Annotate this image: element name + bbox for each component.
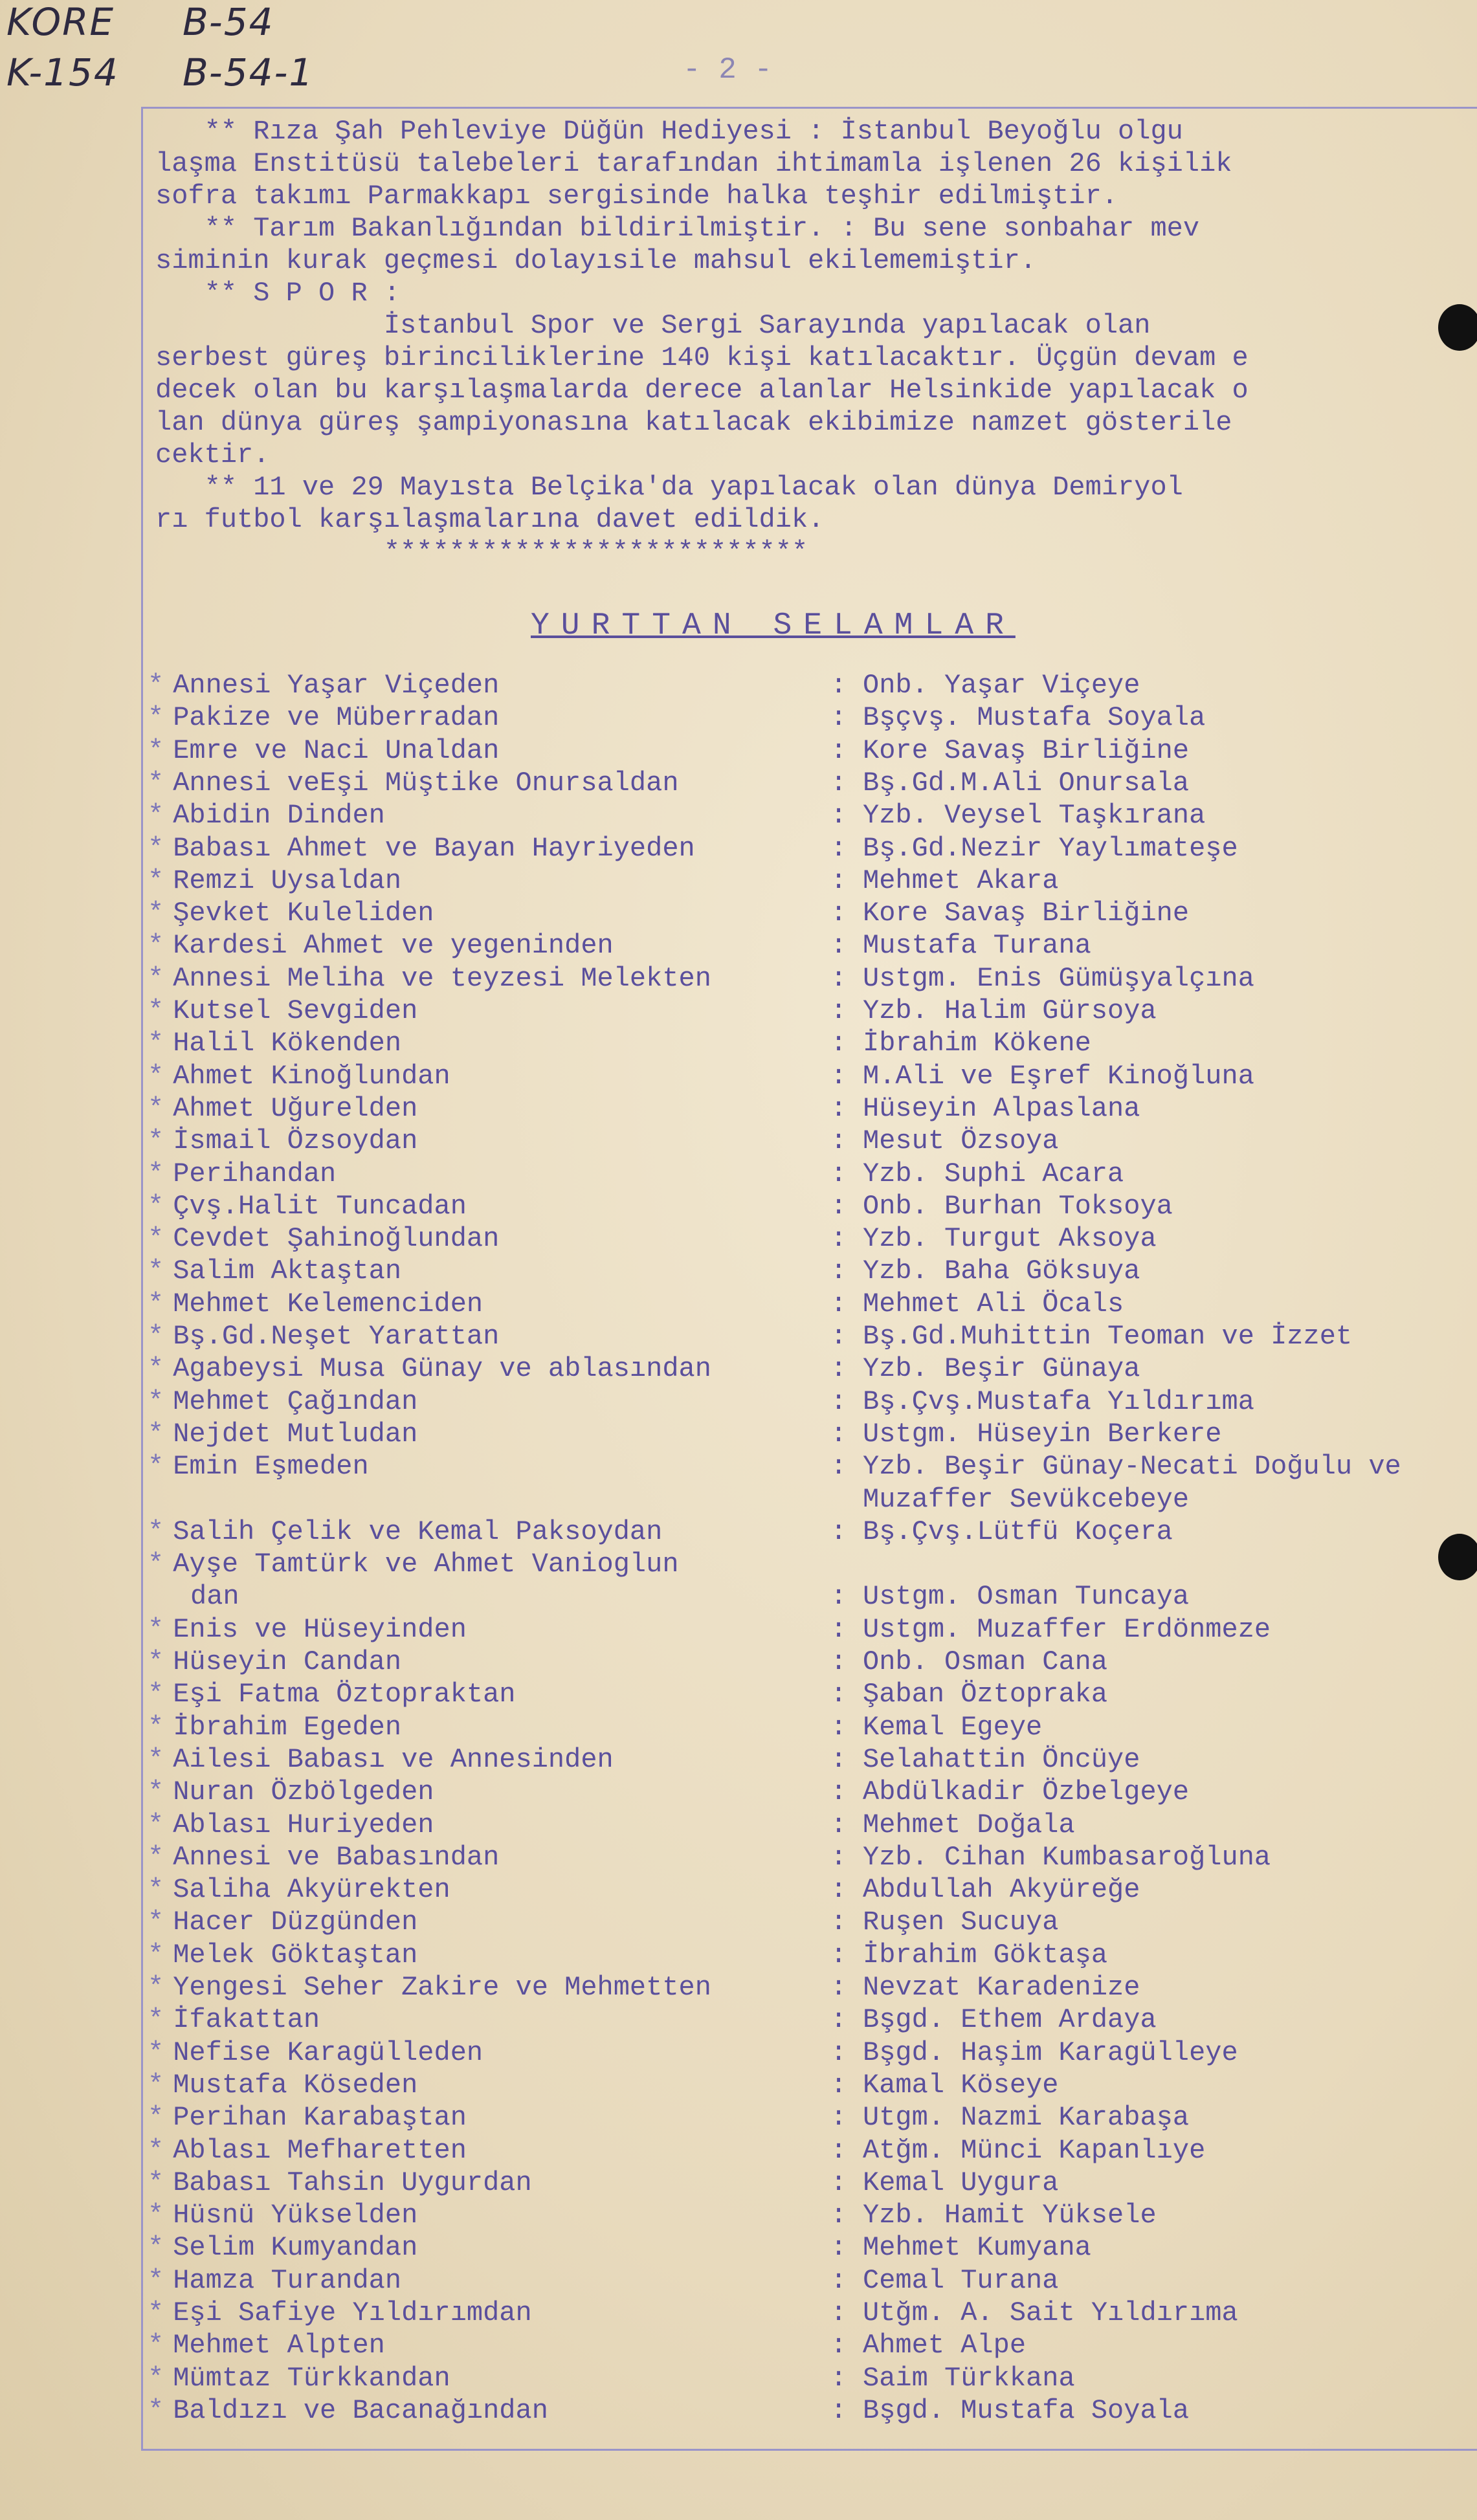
greeting-to-continued: Muzaffer Sevükcebeye: [863, 1483, 1190, 1515]
greeting-to: İbrahim Göktaşa: [863, 1939, 1108, 1971]
greeting-to: Utgm. Nazmi Karabaşa: [863, 2102, 1190, 2134]
greeting-to: Ustgm. Muzaffer Erdönmeze: [863, 1613, 1271, 1645]
greeting-from: * Emin Eşmeden: [148, 1451, 369, 1483]
bullet-star: *: [148, 995, 164, 1026]
greeting-to: Kemal Uygura: [863, 2167, 1059, 2198]
greeting-row: [148, 2102, 1477, 2134]
greeting-row: [148, 833, 1477, 865]
greeting-row: [148, 1386, 1477, 1419]
separator: :: [830, 2200, 847, 2231]
greeting-to: Abdülkadir Özbelgeye: [863, 1776, 1190, 1808]
separator: :: [830, 2297, 847, 2328]
greeting-row: [148, 800, 1477, 832]
bullet-star: *: [148, 2232, 164, 2264]
greeting-from: * Saliha Akyürekten: [148, 1874, 450, 1906]
bullet-star: *: [148, 1223, 164, 1255]
separator: :: [830, 1516, 847, 1547]
greeting-from: * Annesi veEşi Müştike Onursaldan: [148, 767, 679, 799]
greeting-row: [148, 2070, 1477, 2102]
greeting-from: * Salim Aktaştan: [148, 1255, 402, 1287]
news-line: ** 11 ve 29 Mayısta Belçika'da yapılacak olan dünya Demiryol: [155, 472, 1183, 503]
greeting-row: [148, 1158, 1477, 1191]
greeting-from: * Çvş.Halit Tuncadan: [148, 1190, 467, 1222]
news-line: decek olan bu karşılaşmalarda derece alanlar Helsinkide yapılacak o: [155, 375, 1249, 406]
bullet-star: *: [148, 1841, 164, 1873]
greeting-row: [148, 1809, 1477, 1842]
bullet-star: *: [148, 2004, 164, 2036]
news-line: lan dünya güreş şampiyonasına katılacak ekibimize namzet gösterile: [155, 407, 1232, 438]
greeting-to: Ustgm. Osman Tuncaya: [863, 1581, 1190, 1613]
bullet-star: *: [148, 2069, 164, 2101]
greeting-row: [148, 1712, 1477, 1744]
handwritten-ref-2: B-54-1: [183, 50, 315, 94]
bullet-star: *: [148, 1288, 164, 1320]
greeting-to: Cemal Turana: [863, 2264, 1059, 2296]
greeting-row: [148, 2232, 1477, 2264]
news-line: ** Tarım Bakanlığından bildirilmiştir. : Bu sene sonbahar mev: [155, 213, 1200, 244]
greeting-from: * Pakize ve Müberradan: [148, 702, 500, 734]
separator: :: [830, 1809, 847, 1840]
greeting-from: * Ahmet Kinoğlundan: [148, 1060, 450, 1092]
bullet-star: *: [148, 1028, 164, 1059]
greeting-from: * İbrahim Egeden: [148, 1711, 402, 1743]
handwritten-korea-note: KORE: [6, 0, 115, 44]
greeting-row: [148, 1223, 1477, 1255]
news-line: laşma Enstitüsü talebeleri tarafından ihtimamla işlenen 26 kişilik: [155, 148, 1232, 179]
greeting-from: * Mehmet Kelemenciden: [148, 1288, 483, 1320]
greeting-from-continued: dan: [190, 1581, 239, 1613]
greeting-to: Abdullah Akyüreğe: [863, 1874, 1140, 1906]
greeting-to: Kemal Egeye: [863, 1711, 1043, 1743]
separator: :: [830, 702, 847, 734]
bullet-star: *: [148, 1613, 164, 1645]
greeting-to: Mesut Özsoya: [863, 1125, 1059, 1157]
page-number: - 2 -: [683, 53, 773, 87]
separator: :: [830, 1646, 847, 1677]
greeting-to: Mehmet Doğala: [863, 1809, 1075, 1840]
separator: :: [830, 2167, 847, 2198]
greeting-from: * Ablası Mefharetten: [148, 2134, 467, 2166]
greeting-row: [148, 2395, 1477, 2427]
greeting-to: Utğm. A. Sait Yıldırıma: [863, 2297, 1238, 2328]
separator: :: [830, 1418, 847, 1450]
greeting-from: * Annesi ve Babasından: [148, 1841, 500, 1873]
greeting-row: [148, 1321, 1477, 1353]
greeting-to: Atğm. Münci Kapanlıye: [863, 2134, 1206, 2166]
section-title: YURTTAN SELAMLAR: [531, 608, 1016, 643]
greeting-to: M.Ali ve Eşref Kinoğluna: [863, 1060, 1254, 1092]
greeting-from: * Selim Kumyandan: [148, 2232, 418, 2264]
separator: :: [830, 2037, 847, 2068]
greeting-row: [148, 865, 1477, 898]
news-block: [155, 115, 1476, 568]
greeting-to: Kore Savaş Birliğine: [863, 735, 1190, 766]
greeting-row: [148, 930, 1477, 962]
greeting-to: Onb. Burhan Toksoya: [863, 1190, 1173, 1222]
bullet-star: *: [148, 832, 164, 864]
greeting-row: [148, 1874, 1477, 1907]
greeting-from: * Agabeysi Musa Günay ve ablasından: [148, 1353, 711, 1385]
greeting-row: [148, 1125, 1477, 1158]
bullet-star: *: [148, 2167, 164, 2198]
greeting-from: * Ablası Huriyeden: [148, 1809, 434, 1840]
bullet-star: *: [148, 2037, 164, 2068]
greeting-row: [148, 1744, 1477, 1776]
greeting-from: * Nefise Karagülleden: [148, 2037, 483, 2068]
greeting-from: * Mehmet Çağından: [148, 1386, 418, 1417]
greeting-to: Yzb. Turgut Aksoya: [863, 1223, 1157, 1255]
greeting-to: Yzb. Cihan Kumbasaroğluna: [863, 1841, 1271, 1873]
separator: :: [830, 1776, 847, 1808]
greeting-to: Ahmet Alpe: [863, 2330, 1027, 2361]
bullet-star: *: [148, 1092, 164, 1124]
bullet-star: *: [148, 702, 164, 734]
greeting-to: Yzb. Baha Göksuya: [863, 1255, 1140, 1287]
greeting-row: [148, 1972, 1477, 2004]
bullet-star: *: [148, 2264, 164, 2296]
separator: :: [830, 1711, 847, 1743]
bullet-star: *: [148, 1451, 164, 1483]
greeting-row: [148, 1776, 1477, 1809]
greeting-from: * Nejdet Mutludan: [148, 1418, 418, 1450]
greeting-from: * Salih Çelik ve Kemal Paksoydan: [148, 1516, 663, 1547]
greeting-to: Mustafa Turana: [863, 930, 1091, 962]
greeting-row: [148, 1646, 1477, 1679]
greeting-from: * Annesi Meliha ve teyzesi Melekten: [148, 962, 711, 994]
news-line: **************************: [155, 536, 808, 568]
greeting-from: * Mustafa Köseden: [148, 2069, 418, 2101]
separator: :: [830, 898, 847, 929]
greeting-from: * Hamza Turandan: [148, 2264, 402, 2296]
news-line: ** S P O R :: [155, 278, 401, 309]
bullet-star: *: [148, 898, 164, 929]
separator: :: [830, 1158, 847, 1189]
greeting-row: [148, 2297, 1477, 2330]
greeting-from: * Ayşe Tamtürk ve Ahmet Vanioglun: [148, 1549, 679, 1580]
greeting-to: Yzb. Veysel Taşkırana: [863, 800, 1206, 832]
handwritten-korea-code: K-154: [6, 50, 119, 94]
bullet-star: *: [148, 1646, 164, 1677]
greeting-from: * Emre ve Naci Unaldan: [148, 735, 500, 766]
greeting-from: * Babası Ahmet ve Bayan Hayriyeden: [148, 832, 695, 864]
greeting-row: [148, 1028, 1477, 1060]
greeting-from: * Remzi Uysaldan: [148, 865, 402, 896]
separator: :: [830, 995, 847, 1026]
news-line: sofra takımı Parmakkapı sergisinde halka teşhir edilmiştir.: [155, 181, 1118, 212]
separator: :: [830, 1907, 847, 1938]
separator: :: [830, 670, 847, 701]
separator: :: [830, 1743, 847, 1775]
greeting-from: * Perihan Karabaştan: [148, 2102, 467, 2134]
separator: :: [830, 1841, 847, 1873]
greeting-to: Yzb. Hamit Yüksele: [863, 2200, 1157, 2231]
greeting-row: [148, 1419, 1477, 1451]
separator: :: [830, 2232, 847, 2264]
greeting-to: Onb. Osman Cana: [863, 1646, 1108, 1677]
greeting-from: * Ahmet Uğurelden: [148, 1092, 418, 1124]
greeting-row: [148, 1093, 1477, 1125]
greeting-to: Bş.Gd.M.Ali Onursala: [863, 767, 1190, 799]
greeting-to: Bş.Gd.Nezir Yaylımateşe: [863, 832, 1238, 864]
greeting-to: Ustgm. Hüseyin Berkere: [863, 1418, 1222, 1450]
greeting-to: Bş.Gd.Muhittin Teoman ve İzzet: [863, 1321, 1353, 1352]
bullet-star: *: [148, 1776, 164, 1808]
greeting-from: * Nuran Özbölgeden: [148, 1776, 434, 1808]
greeting-row: [148, 963, 1477, 995]
greeting-row: [148, 995, 1477, 1028]
bullet-star: *: [148, 1158, 164, 1189]
greeting-to: Yzb. Beşir Günaya: [863, 1353, 1140, 1385]
bullet-star: *: [148, 2200, 164, 2231]
greeting-from: * Eşi Fatma Öztopraktan: [148, 1679, 516, 1710]
separator: :: [830, 832, 847, 864]
separator: :: [830, 1190, 847, 1222]
separator: :: [830, 800, 847, 832]
greeting-to: Bşgd. Mustafa Soyala: [863, 2394, 1190, 2426]
bullet-star: *: [148, 1939, 164, 1971]
greeting-row: [148, 1353, 1477, 1386]
greeting-from: * İfakattan: [148, 2004, 320, 2036]
greeting-row: [148, 2135, 1477, 2167]
separator: :: [830, 2330, 847, 2361]
separator: :: [830, 2102, 847, 2134]
greeting-from: * Abidin Dinden: [148, 800, 385, 832]
news-line: rı futbol karşılaşmalarına davet edildik.: [155, 504, 825, 535]
greeting-row: [148, 2167, 1477, 2200]
separator: :: [830, 1028, 847, 1059]
greeting-from: * Kutsel Sevgiden: [148, 995, 418, 1026]
separator: :: [830, 2134, 847, 2166]
handwritten-ref-1: B-54: [183, 0, 274, 44]
greeting-row: [148, 1516, 1477, 1549]
bullet-star: *: [148, 930, 164, 962]
bullet-star: *: [148, 2102, 164, 2134]
greeting-to: Bş.Çvş.Lütfü Koçera: [863, 1516, 1173, 1547]
news-line: İstanbul Spor ve Sergi Sarayında yapılacak olan: [155, 310, 1151, 341]
separator: :: [830, 1386, 847, 1417]
bullet-star: *: [148, 1418, 164, 1450]
greeting-from: * Eşi Safiye Yıldırımdan: [148, 2297, 532, 2328]
news-line: serbest güreş birinciliklerine 140 kişi katılacaktır. Üçgün devam e: [155, 342, 1249, 373]
bullet-star: *: [148, 1321, 164, 1352]
bullet-star: *: [148, 1743, 164, 1775]
separator: :: [830, 2264, 847, 2296]
bullet-star: *: [148, 865, 164, 896]
bullet-star: *: [148, 962, 164, 994]
separator: :: [830, 1353, 847, 1385]
greeting-from: * Perihandan: [148, 1158, 337, 1189]
greeting-to: Yzb. Suphi Acara: [863, 1158, 1124, 1189]
news-line: ** Rıza Şah Pehleviye Düğün Hediyesi : İstanbul Beyoğlu olgu: [155, 116, 1183, 147]
greeting-from: * Cevdet Şahinoğlundan: [148, 1223, 500, 1255]
separator: :: [830, 767, 847, 799]
greeting-row: [148, 2004, 1477, 2037]
bullet-star: *: [148, 1190, 164, 1222]
greeting-to: İbrahim Kökene: [863, 1028, 1091, 1059]
separator: :: [830, 1255, 847, 1287]
bullet-star: *: [148, 1874, 164, 1906]
greeting-from: * Bş.Gd.Neşet Yarattan: [148, 1321, 500, 1352]
bullet-star: *: [148, 1516, 164, 1547]
greeting-to: Bşgd. Haşim Karagülleye: [863, 2037, 1238, 2068]
bullet-star: *: [148, 1353, 164, 1385]
bullet-star: *: [148, 1549, 164, 1580]
bullet-star: *: [148, 2297, 164, 2328]
greeting-to: Kore Savaş Birliğine: [863, 898, 1190, 929]
greeting-row: [148, 1614, 1477, 1646]
greeting-from: * İsmail Özsoydan: [148, 1125, 418, 1157]
greeting-to: Onb. Yaşar Viçeye: [863, 670, 1140, 701]
greeting-row: [148, 2037, 1477, 2070]
greeting-row: [148, 898, 1477, 930]
separator: :: [830, 1679, 847, 1710]
greeting-to: Nevzat Karadenize: [863, 1972, 1140, 2003]
greeting-from: * Yengesi Seher Zakire ve Mehmetten: [148, 1972, 711, 2003]
bullet-star: *: [148, 1972, 164, 2003]
greeting-from: * Babası Tahsin Uygurdan: [148, 2167, 532, 2198]
bullet-star: *: [148, 1809, 164, 1840]
bullet-star: *: [148, 2134, 164, 2166]
separator: :: [830, 1613, 847, 1645]
separator: :: [830, 1581, 847, 1613]
greeting-row: [148, 2363, 1477, 2395]
greeting-from: * Mehmet Alpten: [148, 2330, 385, 2361]
separator: :: [830, 1125, 847, 1157]
greeting-from: * Mümtaz Türkkandan: [148, 2362, 450, 2394]
separator: :: [830, 865, 847, 896]
greeting-row: [148, 1842, 1477, 1874]
separator: :: [830, 930, 847, 962]
bullet-star: *: [148, 767, 164, 799]
greeting-row: [148, 2330, 1477, 2362]
greeting-to: Bşçvş. Mustafa Soyala: [863, 702, 1206, 734]
greeting-row: [148, 2200, 1477, 2232]
bullet-star: *: [148, 2362, 164, 2394]
separator: :: [830, 1874, 847, 1906]
bullet-star: *: [148, 800, 164, 832]
bullet-star: *: [148, 1386, 164, 1417]
greeting-to: Mehmet Ali Öcals: [863, 1288, 1124, 1320]
separator: :: [830, 1092, 847, 1124]
greeting-row: [148, 670, 1477, 702]
greeting-to: Yzb. Beşir Günay-Necati Doğulu ve: [863, 1451, 1401, 1483]
separator: :: [830, 1223, 847, 1255]
greeting-to: Bş.Çvş.Mustafa Yıldırıma: [863, 1386, 1254, 1417]
greeting-row: [148, 1940, 1477, 1972]
greeting-from: * Melek Göktaştan: [148, 1939, 418, 1971]
bullet-star: *: [148, 1060, 164, 1092]
greeting-row: [148, 1451, 1477, 1483]
bullet-star: *: [148, 1255, 164, 1287]
greeting-row: [148, 1679, 1477, 1711]
news-line: siminin kurak geçmesi dolayısile mahsul ekilememiştir.: [155, 245, 1037, 276]
separator: :: [830, 2069, 847, 2101]
greeting-row-continued: [148, 1581, 1477, 1613]
bullet-star: *: [148, 2394, 164, 2426]
greeting-row: [148, 702, 1477, 735]
greeting-from: * Şevket Kuleliden: [148, 898, 434, 929]
news-line: cektir.: [155, 439, 270, 470]
greeting-from: * Hüsnü Yükselden: [148, 2200, 418, 2231]
greeting-to: Şaban Öztopraka: [863, 1679, 1108, 1710]
greeting-to: Mehmet Akara: [863, 865, 1059, 896]
greeting-row: [148, 735, 1477, 768]
greeting-from: * Hacer Düzgünden: [148, 1907, 418, 1938]
greeting-from: * Annesi Yaşar Viçeden: [148, 670, 500, 701]
separator: :: [830, 1288, 847, 1320]
separator: :: [830, 1972, 847, 2003]
separator: :: [830, 2004, 847, 2036]
greeting-to: Mehmet Kumyana: [863, 2232, 1091, 2264]
separator: :: [830, 2362, 847, 2394]
greeting-row: [148, 2265, 1477, 2297]
greeting-to: Hüseyin Alpaslana: [863, 1092, 1140, 1124]
greeting-from: * Kardesi Ahmet ve yegeninden: [148, 930, 614, 962]
greeting-row: [148, 1549, 1477, 1581]
greeting-row: [148, 1907, 1477, 1939]
separator: :: [830, 962, 847, 994]
bullet-star: *: [148, 2330, 164, 2361]
greeting-to: Selahattin Öncüye: [863, 1743, 1140, 1775]
separator: :: [830, 1321, 847, 1352]
bullet-star: *: [148, 1907, 164, 1938]
bullet-star: *: [148, 735, 164, 766]
greeting-row: [148, 1061, 1477, 1093]
greeting-row: [148, 1255, 1477, 1288]
greeting-to: Kamal Köseye: [863, 2069, 1059, 2101]
greeting-to: Saim Türkkana: [863, 2362, 1075, 2394]
greeting-from: * Baldızı ve Bacanağından: [148, 2394, 548, 2426]
separator: :: [830, 2394, 847, 2426]
separator: :: [830, 1451, 847, 1483]
greeting-from: * Ailesi Babası ve Annesinden: [148, 1743, 614, 1775]
greeting-to: Ruşen Sucuya: [863, 1907, 1059, 1938]
bullet-star: *: [148, 1125, 164, 1157]
separator: :: [830, 1939, 847, 1971]
separator: :: [830, 1060, 847, 1092]
greeting-to: Yzb. Halim Gürsoya: [863, 995, 1157, 1026]
bullet-star: *: [148, 670, 164, 701]
bullet-star: *: [148, 1711, 164, 1743]
greeting-from: * Hüseyin Candan: [148, 1646, 402, 1677]
greeting-row: [148, 1288, 1477, 1321]
bullet-star: *: [148, 1679, 164, 1710]
greeting-to: Bşgd. Ethem Ardaya: [863, 2004, 1157, 2036]
greeting-row-continued: [148, 1484, 1477, 1516]
greeting-row: [148, 1191, 1477, 1223]
greeting-from: * Halil Kökenden: [148, 1028, 402, 1059]
greeting-row: [148, 768, 1477, 800]
greeting-to: Ustgm. Enis Gümüşyalçına: [863, 962, 1254, 994]
greeting-from: * Enis ve Hüseyinden: [148, 1613, 467, 1645]
separator: :: [830, 735, 847, 766]
